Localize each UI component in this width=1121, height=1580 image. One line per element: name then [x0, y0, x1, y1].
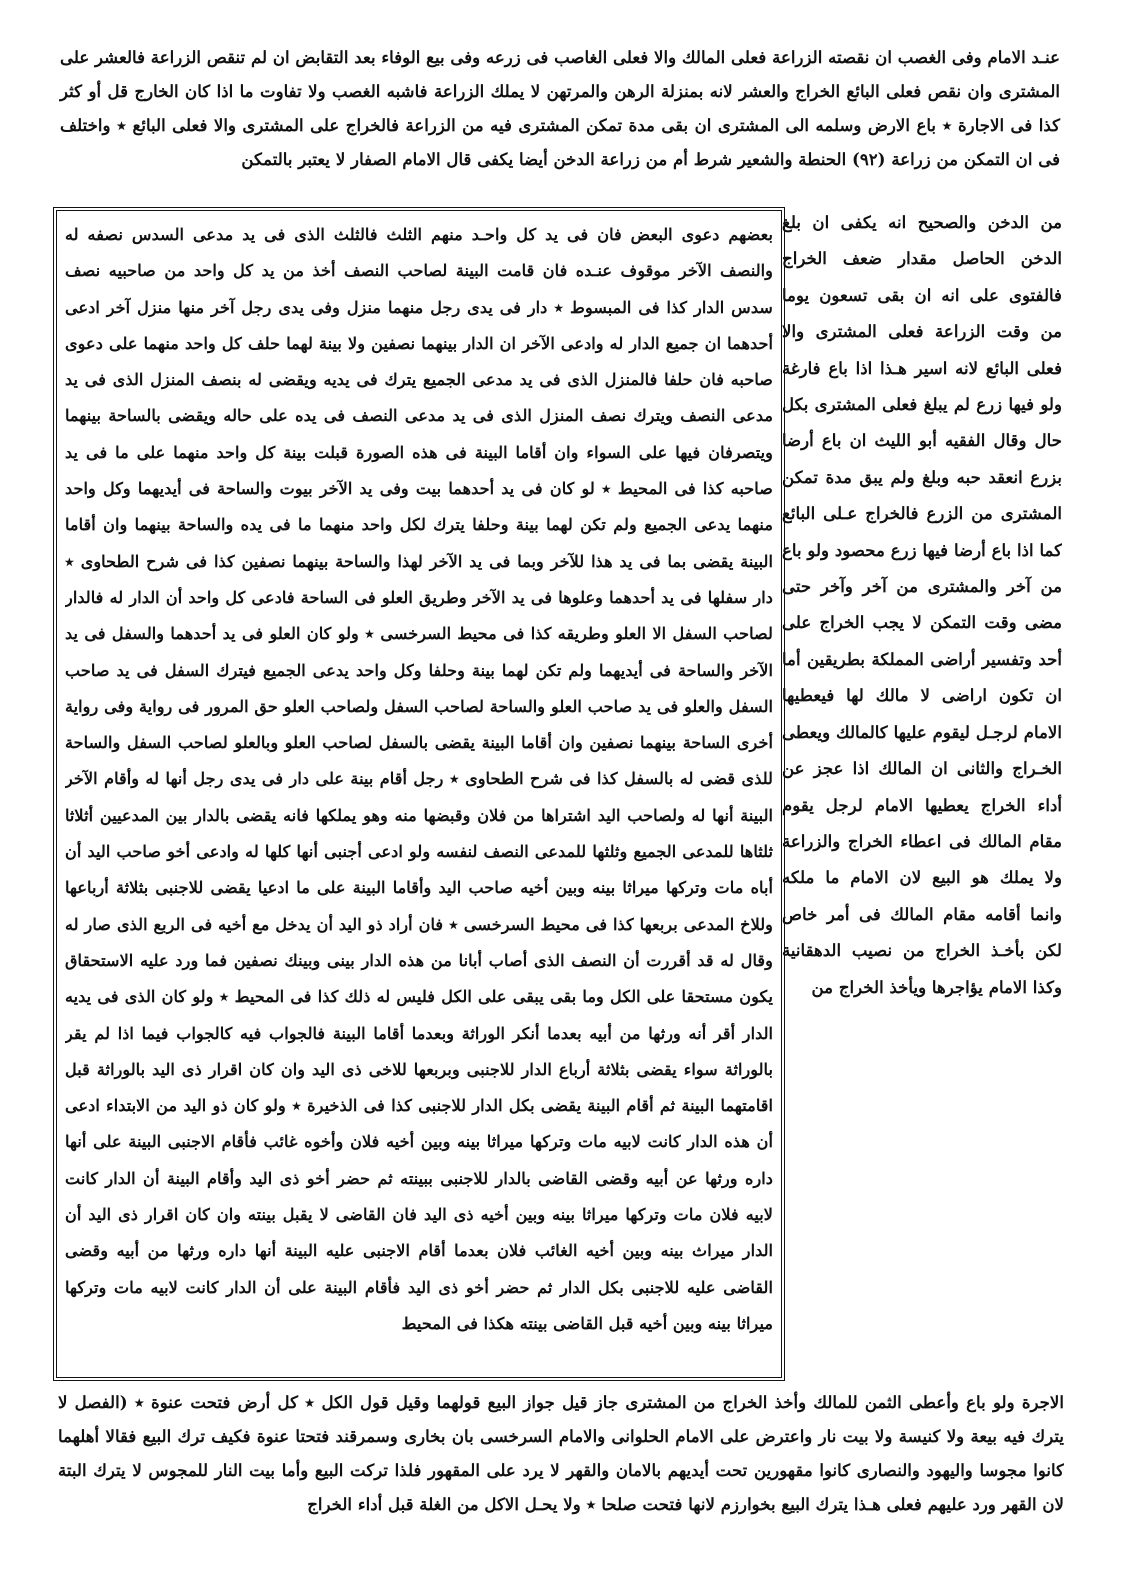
margin-commentary-column — [782, 204, 1062, 1374]
footer-text: الاجرة ولو باع وأعطى الثمن للمالك وأخذ الخراج من المشترى جاز قيل جواز البيع قولهما وقيل قول الكل ٭ كل أرض فتحت عنوة ٭ (الفصل لا يترك فيه بيعة ولا كنيسة ولا بيت نار واعترض على الامام الحلوانى والامام السرخسى بان بخارى وسمرقند فتحتا عنوة فكيف ترك البيع فقالا أهلهما كانوا مجوسا واليهود والنصارى كانوا مقهورين تحت أيديهم بالامان والقهر لا يرد على المقهور فلذا تركت البيع وأما بيت النار للمجوس لا يترك البتة لان القهر ورد عليهم فعلى هـذا يترك البيع بخوارزم لانها فتحت صلحا ٭ ولا يحـل الاكل من الغلة قبل أداء الخراج — [58, 1392, 1064, 1514]
framed-text: بعضهم دعوى البعض فان فى يد كل واحـد منهم الثلث فالثلث الذى فى يد مدعى السدس نصفه له والنصف الآخر موقوف عنـده فان قامت البينة لصاحب النصف أخذ من يد كل واحد من صاحبيه نصف سدس الدار كذا فى المبسوط ٭ دار فى يدى رجل منهما منزل وفى يدى رجل آخر منها منزل آخر ادعى أحدهما ان جميع الدار له وادعى الآخر ان الدار بينهما نصفين ولا بينة لهما حلف كل واحد منهما على دعوى صاحبه فان حلفا فالمنزل الذى فى يد مدعى الجميع يترك فى يديه ويقضى له بنصف المنزل الذى فى يد مدعى النصف ويترك نصف المنزل الذى فى يد مدعى النصف فى يده على حاله ويقضى بالساحة بينهما ويتصرفان فيها على السواء وان أقاما البينة فى هذه الصورة قبلت بينة كل واحد منهما على ما فى يد صاحبه كذا فى المحيط ٭ لو كان فى يد أحدهما بيت وفى يد الآخر بيوت والساحة فى أيديهما وكل واحد منهما يدعى الجميع ولم تكن لهما بينة وحلفا يترك لكل واحد منهما ما فى يده والساحة بينهما وان أقاما البينة يقضى بما فى يد هذا للآخر وبما فى يد الآخر لهذا والساحة بينهما نصفين كذا فى شرح الطحاوى ٭ دار سفلها فى يد أحدهما وعلوها فى يد الآخر وطريق العلو فى الساحة فادعى كل واحد أن الدار له فالدار لصاحب السفل الا العلو وطريقه كذا فى محيط السرخسى ٭ ولو كان العلو فى يد أحدهما والسفل فى يد الآخر والساحة فى أيديهما ولم تكن لهما بينة وحلفا وكل واحد يدعى الجميع فيترك السفل فى يد صاحب السفل والعلو فى يد صاحب العلو والساحة لصاحب السفل ولصاحب العلو حق المرور فى رواية وفى رواية أخرى الساحة بينهما نصفين وان أقاما البينة يقضى بالسفل لصاحب العلو وبالعلو لصاحب السفل والساحة للذى قضى له بالسفل كذا فى شرح الطحاوى ٭ رجل أقام بينة على دار فى يدى رجل أنها له وأقام الآخر البينة أنها له ولصاحب اليد اشتراها من فلان وقبضها منه وهو يملكها فانه يقضى بالدار بين المدعيين أثلاثا ثلثاها للمدعى الجميع وثلثها للمدعى النصف لنفسه ولو ادعى أجنبى أنها كلها له وادعى أخو صاحب اليد أن أباه مات وتركها ميراثا بينه وبين أخيه صاحب اليد وأقاما البينة على ما ادعيا يقضى للاجنبى بثلاثة أرباعها وللاخ المدعى بربعها كذا فى محيط السرخسى ٭ فان أراد ذو اليد أن يدخل مع أخيه فى الربع الذى صار له وقال له قد أقررت أن النصف الذى أصاب أبانا من هذه الدار بينى وبينك نصفين فما ورد عليه الاستحقاق يكون مستحقا على الكل وما بقى يبقى على الكل فليس له ذلك كذا فى المحيط ٭ ولو كان الذى فى يديه الدار أقر أنه ورثها من أبيه بعدما أنكر الوراثة وبعدما أقاما البينة فالجواب فيه كالجواب فيما اذا لم يقر بالوراثة سواء يقضى بثلاثة أرباع الدار للاجنبى وبربعها للاخى ذى اليد وان كان اقرار ذى اليد بالوراثة قبل اقامتهما البينة ثم أقام البينة يقضى بكل الدار للاجنبى كذا فى الذخيرة ٭ ولو كان ذو اليد من الابتداء ادعى أن هذه الدار كانت لابيه مات وتركها ميراثا بينه وبين أخيه فلان وأخوه غائب فأقام الاجنبى البينة على أنها داره ورثها عن أبيه وقضى القاضى بالدار للاجنبى ببينته ثم حضر أخو ذى اليد وأقام البينة أن الدار كانت لابيه فلان مات وتركها ميراثا بينه وبين أخيه ذى اليد فان القاضى لا يقبل بينته وان كان اقرار ذى اليد أن الدار ميراث بينه وبين أخيه الغائب فلان بعدما أقام الاجنبى عليه البينة أنها داره ورثها من أبيه وقضى القاضى عليه للاجنبى بكل الدار ثم حضر أخو ذى اليد فأقام البينة على أن الدار كانت لابيه مات وتركها ميراثا بينه وبين أخيه قبل القاضى بينته هكذا فى المحيط — [65, 225, 773, 1333]
footer-paragraph — [58, 1385, 1064, 1560]
header-paragraph — [60, 40, 1060, 208]
header-text: عنـد الامام وفى الغصب ان نقصته الزراعة فعلى المالك والا فعلى الغاصب فى زرعه وفى بيع الوفاء بعد التقابض ان لم تنقص الزراعة فالعشر على المشترى وان نقص فعلى البائع الخراج والعشر لانه بمنزلة الرهن والمرتهن لا يملك الزراعة فاشبه الغصب ولا تفاوت ما اذا كان الخارج قل أو كثر كذا فى الاجارة ٭ باع الارض وسلمه الى المشترى ان بقى مدة تمكن المشترى فيه من الزراعة فالخراج على المشترى والا فعلى البائع ٭ واختلف فى ان التمكن من زراعة — [60, 47, 1060, 169]
framed-text-box — [53, 207, 785, 1381]
page-number: (٩٢) — [851, 149, 886, 169]
header-text-continued: الحنطة والشعير شرط أم من زراعة الدخن أيضا يكفى قال الامام الصفار لا يعتبر بالتمكن — [241, 149, 847, 169]
framed-text-body — [65, 217, 773, 1371]
margin-commentary-text: من الدخن والصحيح انه يكفى ان بلغ الدخن الحاصل مقدار ضعف الخراج فالفتوى على انه ان بقى تسعون يوما من وقت الزراعة فعلى المشترى والا فعلى البائع لانه اسير هـذا اذا باع فارغة ولو فيها زرع لم يبلغ فعلى المشترى بكل حال وقال الفقيه أبو الليث ان باع أرضا بزرع انعقد حبه وبلغ ولم يبق مدة تمكن المشترى من الزرع فالخراج عـلى البائع كما اذا باع أرضا فيها زرع محصود ولو باع من آخر والمشترى من آخر وآخر حتى مضى وقت التمكن لا يجب الخراج على أحد وتفسير أراضى المملكة بطريقين أما ان تكون اراضى لا مالك لها فيعطيها الامام لرجـل ليقوم عليها كالمالك ويعطى الخـراج والثانى ان المالك اذا عجز عن أداء الخراج يعطيها الامام لرجل يقوم مقام المالك فى اعطاء الخراج والزراعة ولا يملك هو البيع لان الامام ما ملكه وانما أقامه مقام المالك فى أمر خاص لكن بأخـذ الخراج من نصيب الدهقانية وكذا الامام يؤاجرها ويأخذ الخراج من — [782, 212, 1062, 997]
